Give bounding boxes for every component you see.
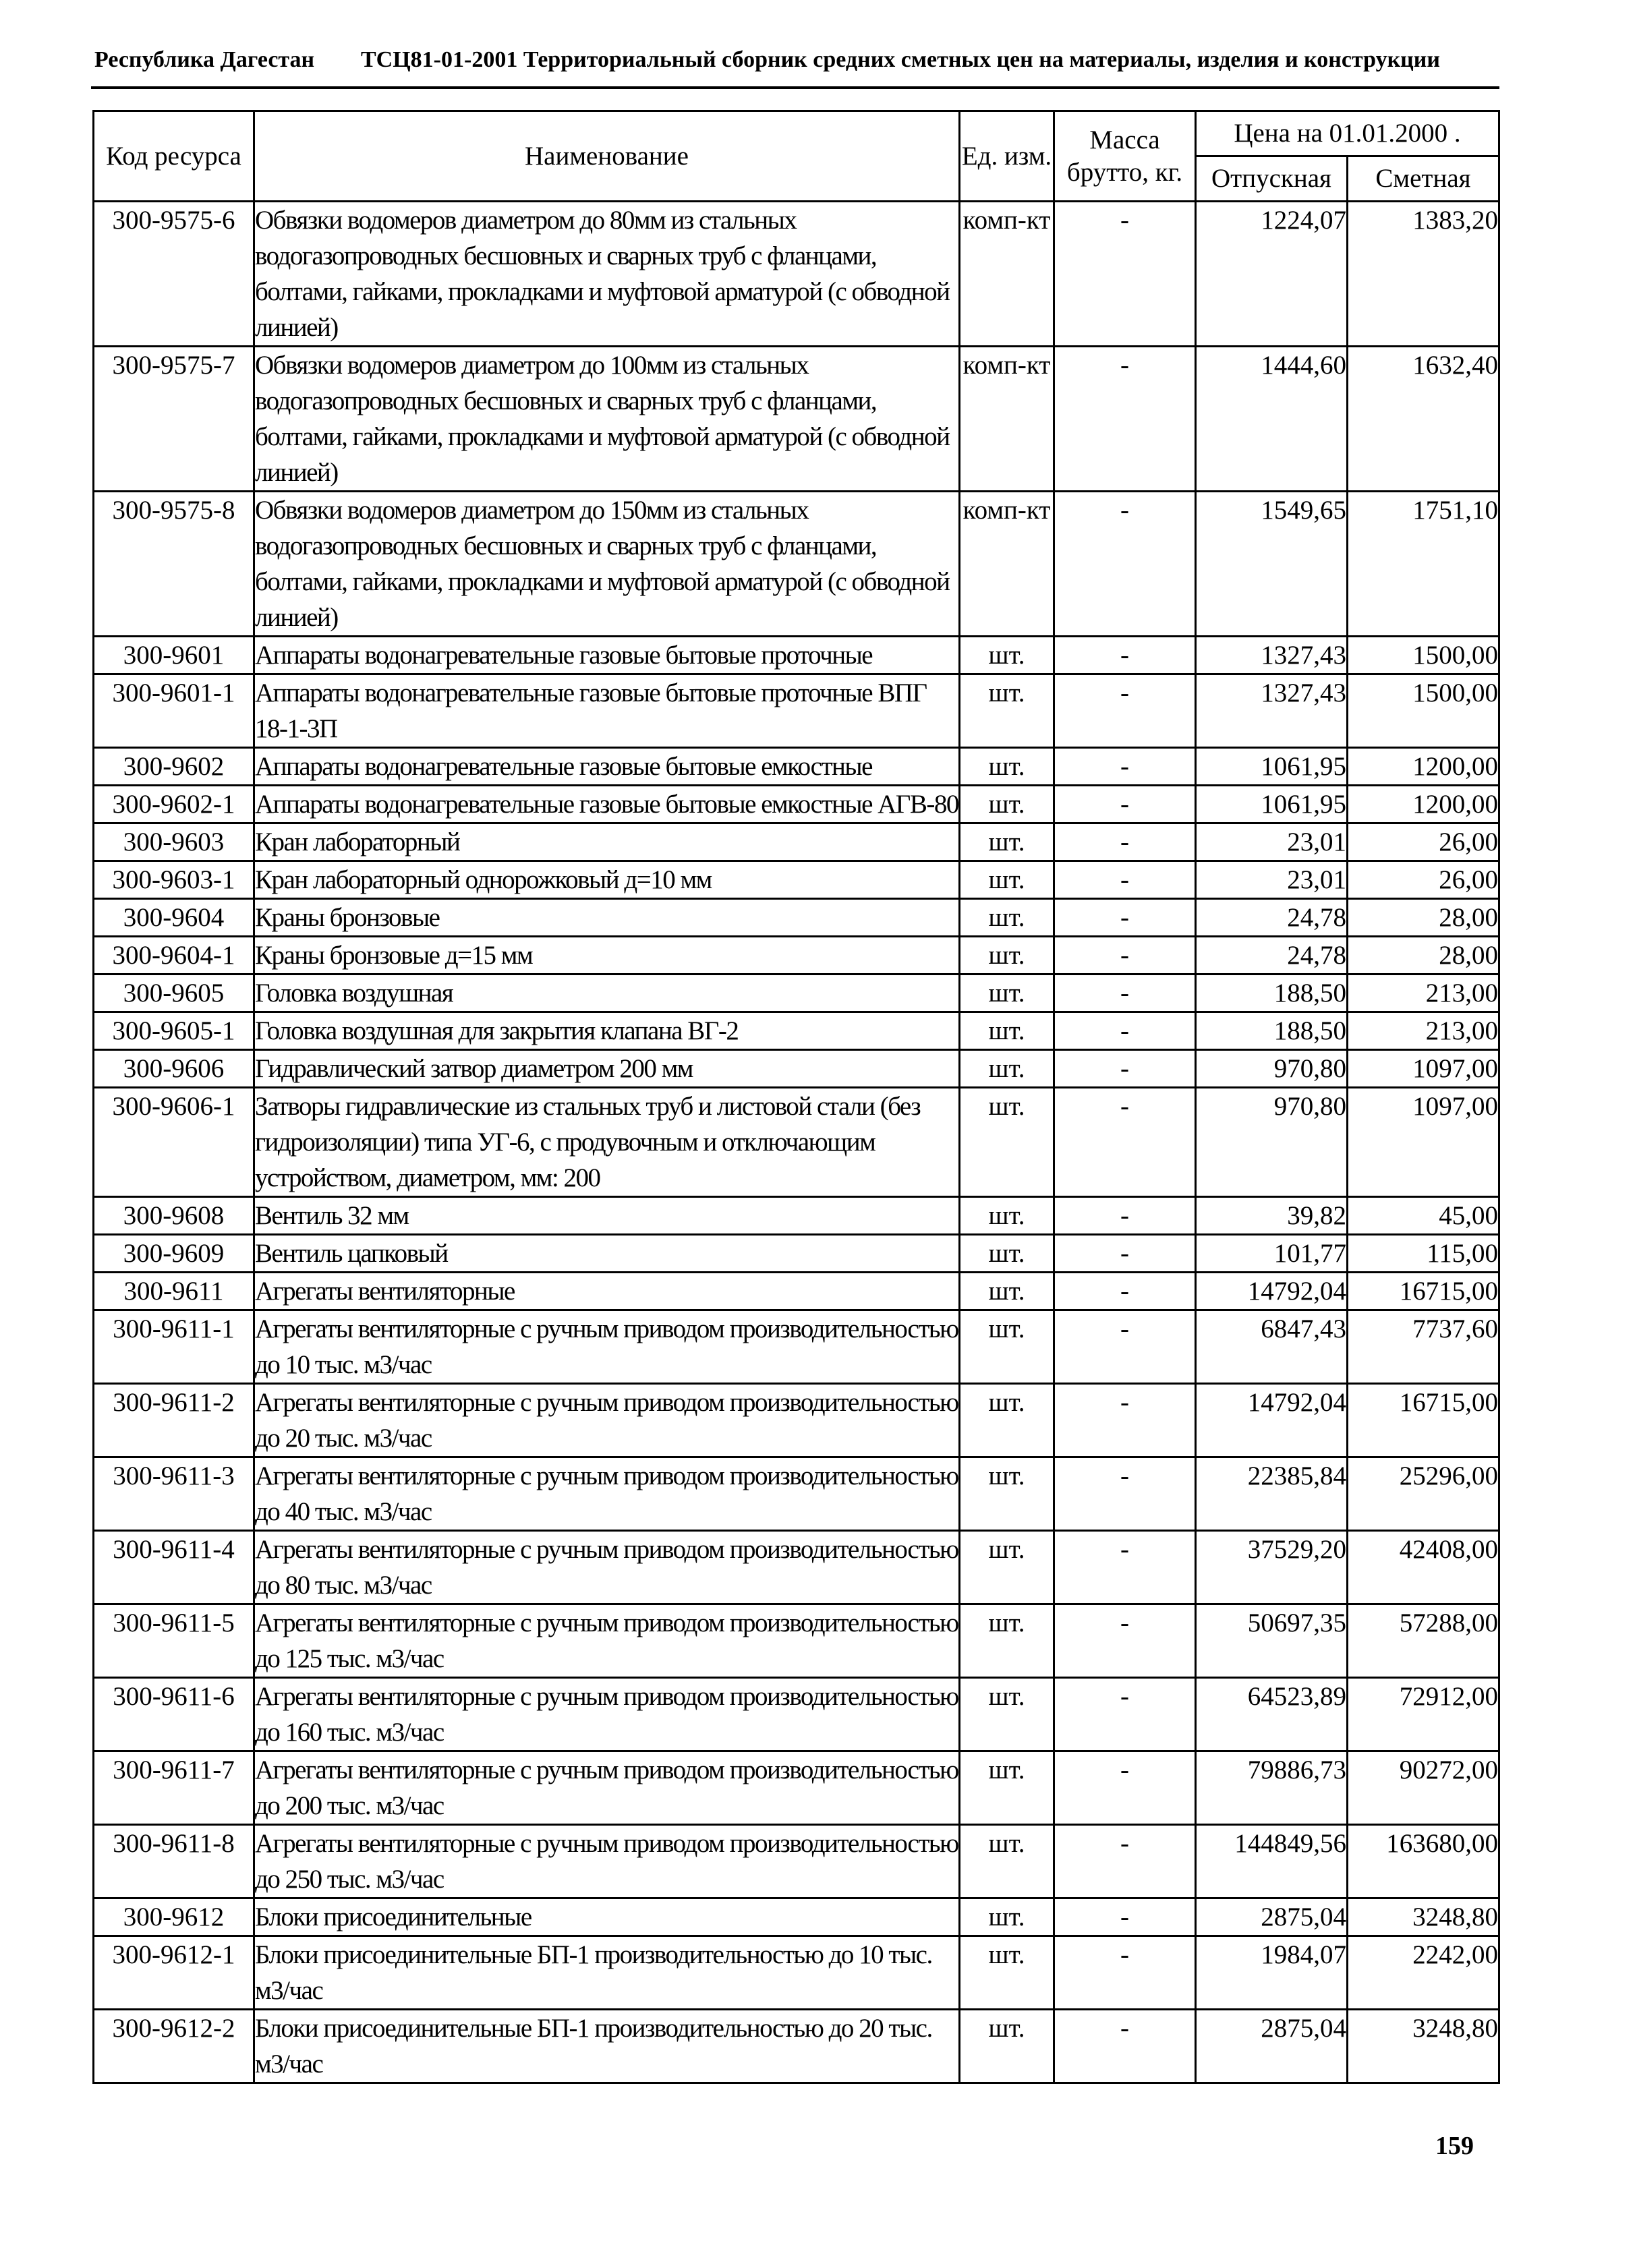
resource-code: 300-9604 bbox=[94, 899, 254, 937]
resource-code: 300-9605-1 bbox=[94, 1012, 254, 1050]
resource-name: Агрегаты вентиляторные с ручным приводом производительностью до 40 тыс. м3/час bbox=[254, 1457, 960, 1531]
estimate-price: 16715,00 bbox=[1348, 1273, 1499, 1310]
resource-code: 300-9601-1 bbox=[94, 674, 254, 748]
resource-name: Агрегаты вентиляторные с ручным приводом производительностью до 80 тыс. м3/час bbox=[254, 1531, 960, 1604]
release-price: 2875,04 bbox=[1196, 1898, 1348, 1936]
table-head bbox=[94, 111, 1499, 202]
gross-mass: - bbox=[1054, 975, 1196, 1012]
resource-name: Обвязки водомеров диаметром до 150мм из стальных водогазопроводных бесшовных и сварных труб с фланцами, болтами, гайками, прокладками и муфтовой арматурой (с обводной линией) bbox=[254, 492, 960, 637]
table-row bbox=[94, 1012, 1499, 1050]
release-price: 970,80 bbox=[1196, 1050, 1348, 1088]
resource-name: Аппараты водонагревательные газовые бытовые емкостные bbox=[254, 748, 960, 786]
estimate-price: 16715,00 bbox=[1348, 1384, 1499, 1457]
resource-code: 300-9611-3 bbox=[94, 1457, 254, 1531]
unit-of-measure: шт. bbox=[960, 1936, 1054, 2010]
resource-code: 300-9612-2 bbox=[94, 2010, 254, 2083]
release-price: 144849,56 bbox=[1196, 1825, 1348, 1898]
resource-name: Головка воздушная для закрытия клапана ВГ-2 bbox=[254, 1012, 960, 1050]
estimate-price: 1097,00 bbox=[1348, 1088, 1499, 1197]
resource-code: 300-9575-6 bbox=[94, 202, 254, 347]
gross-mass: - bbox=[1054, 1604, 1196, 1678]
resource-name: Блоки присоединительные bbox=[254, 1898, 960, 1936]
unit-of-measure: комп-кт bbox=[960, 492, 1054, 637]
column-header-release-price: Отпускная bbox=[1196, 156, 1348, 202]
unit-of-measure: шт. bbox=[960, 1050, 1054, 1088]
resource-code: 300-9608 bbox=[94, 1197, 254, 1235]
resource-code: 300-9611-5 bbox=[94, 1604, 254, 1678]
resource-name: Вентиль цапковый bbox=[254, 1235, 960, 1273]
resource-name: Блоки присоединительные БП-1 производительностью до 20 тыс. м3/час bbox=[254, 2010, 960, 2083]
gross-mass: - bbox=[1054, 1457, 1196, 1531]
table-row bbox=[94, 937, 1499, 975]
estimate-price: 3248,80 bbox=[1348, 1898, 1499, 1936]
gross-mass: - bbox=[1054, 1050, 1196, 1088]
release-price: 1224,07 bbox=[1196, 202, 1348, 347]
column-header-price-group: Цена на 01.01.2000 . bbox=[1196, 111, 1499, 156]
unit-of-measure: шт. bbox=[960, 786, 1054, 823]
release-price: 24,78 bbox=[1196, 937, 1348, 975]
table-row bbox=[94, 1604, 1499, 1678]
unit-of-measure: шт. bbox=[960, 2010, 1054, 2083]
gross-mass: - bbox=[1054, 347, 1196, 492]
column-header-unit: Ед. изм. bbox=[960, 111, 1054, 202]
unit-of-measure: комп-кт bbox=[960, 202, 1054, 347]
table-row bbox=[94, 2010, 1499, 2083]
unit-of-measure: шт. bbox=[960, 1457, 1054, 1531]
release-price: 101,77 bbox=[1196, 1235, 1348, 1273]
resource-code: 300-9603-1 bbox=[94, 861, 254, 899]
table-row bbox=[94, 1273, 1499, 1310]
release-price: 1327,43 bbox=[1196, 637, 1348, 674]
gross-mass: - bbox=[1054, 1678, 1196, 1751]
release-price: 1327,43 bbox=[1196, 674, 1348, 748]
gross-mass: - bbox=[1054, 1898, 1196, 1936]
release-price: 50697,35 bbox=[1196, 1604, 1348, 1678]
resource-name: Агрегаты вентиляторные с ручным приводом производительностью до 20 тыс. м3/час bbox=[254, 1384, 960, 1457]
resource-name: Кран лабораторный bbox=[254, 823, 960, 861]
release-price: 1061,95 bbox=[1196, 786, 1348, 823]
unit-of-measure: комп-кт bbox=[960, 347, 1054, 492]
table-row bbox=[94, 1898, 1499, 1936]
release-price: 24,78 bbox=[1196, 899, 1348, 937]
resource-code: 300-9606 bbox=[94, 1050, 254, 1088]
resource-name: Обвязки водомеров диаметром до 80мм из стальных водогазопроводных бесшовных и сварных труб с фланцами, болтами, гайками, прокладками и муфтовой арматурой (с обводной линией) bbox=[254, 202, 960, 347]
estimate-price: 28,00 bbox=[1348, 937, 1499, 975]
resource-code: 300-9609 bbox=[94, 1235, 254, 1273]
unit-of-measure: шт. bbox=[960, 823, 1054, 861]
resource-code: 300-9611-8 bbox=[94, 1825, 254, 1898]
region-name: Республика Дагестан bbox=[94, 47, 315, 72]
table-row bbox=[94, 637, 1499, 674]
table-row bbox=[94, 202, 1499, 347]
unit-of-measure: шт. bbox=[960, 1088, 1054, 1197]
resource-code: 300-9575-7 bbox=[94, 347, 254, 492]
estimate-price: 2242,00 bbox=[1348, 1936, 1499, 2010]
column-header-name: Наименование bbox=[254, 111, 960, 202]
collection-title: ТСЦ81-01-2001 Территориальный сборник средних сметных цен на материалы, изделия и конструкции bbox=[361, 47, 1440, 72]
release-price: 37529,20 bbox=[1196, 1531, 1348, 1604]
release-price: 14792,04 bbox=[1196, 1273, 1348, 1310]
estimate-price: 1200,00 bbox=[1348, 748, 1499, 786]
estimate-price: 1500,00 bbox=[1348, 637, 1499, 674]
estimate-price: 28,00 bbox=[1348, 899, 1499, 937]
resource-code: 300-9611-6 bbox=[94, 1678, 254, 1751]
unit-of-measure: шт. bbox=[960, 637, 1054, 674]
estimate-price: 213,00 bbox=[1348, 975, 1499, 1012]
estimate-price: 7737,60 bbox=[1348, 1310, 1499, 1384]
resource-name: Затворы гидравлические из стальных труб и листовой стали (без гидроизоляции) типа УГ-6, с продувочным и отключающим устройством, диаметром, мм: 200 bbox=[254, 1088, 960, 1197]
table-row bbox=[94, 1310, 1499, 1384]
unit-of-measure: шт. bbox=[960, 861, 1054, 899]
resource-name: Агрегаты вентиляторные с ручным приводом производительностью до 250 тыс. м3/час bbox=[254, 1825, 960, 1898]
estimate-price: 90272,00 bbox=[1348, 1751, 1499, 1825]
table-row bbox=[94, 674, 1499, 748]
gross-mass: - bbox=[1054, 786, 1196, 823]
release-price: 188,50 bbox=[1196, 975, 1348, 1012]
gross-mass: - bbox=[1054, 674, 1196, 748]
estimate-price: 1200,00 bbox=[1348, 786, 1499, 823]
gross-mass: - bbox=[1054, 937, 1196, 975]
resource-code: 300-9611-2 bbox=[94, 1384, 254, 1457]
resource-code: 300-9603 bbox=[94, 823, 254, 861]
unit-of-measure: шт. bbox=[960, 1604, 1054, 1678]
unit-of-measure: шт. bbox=[960, 1197, 1054, 1235]
gross-mass: - bbox=[1054, 1012, 1196, 1050]
estimate-price: 26,00 bbox=[1348, 823, 1499, 861]
release-price: 23,01 bbox=[1196, 823, 1348, 861]
gross-mass: - bbox=[1054, 637, 1196, 674]
release-price: 79886,73 bbox=[1196, 1751, 1348, 1825]
gross-mass: - bbox=[1054, 748, 1196, 786]
gross-mass: - bbox=[1054, 1936, 1196, 2010]
header-rule bbox=[91, 86, 1499, 89]
gross-mass: - bbox=[1054, 1825, 1196, 1898]
estimate-price: 1097,00 bbox=[1348, 1050, 1499, 1088]
estimate-price: 72912,00 bbox=[1348, 1678, 1499, 1751]
resource-code: 300-9575-8 bbox=[94, 492, 254, 637]
unit-of-measure: шт. bbox=[960, 1531, 1054, 1604]
release-price: 14792,04 bbox=[1196, 1384, 1348, 1457]
table-row bbox=[94, 823, 1499, 861]
table-row bbox=[94, 1088, 1499, 1197]
table-row bbox=[94, 786, 1499, 823]
unit-of-measure: шт. bbox=[960, 1273, 1054, 1310]
resource-name: Аппараты водонагревательные газовые бытовые проточные bbox=[254, 637, 960, 674]
gross-mass: - bbox=[1054, 492, 1196, 637]
resource-code: 300-9604-1 bbox=[94, 937, 254, 975]
table-row bbox=[94, 861, 1499, 899]
release-price: 1549,65 bbox=[1196, 492, 1348, 637]
unit-of-measure: шт. bbox=[960, 1898, 1054, 1936]
resource-name: Агрегаты вентиляторные bbox=[254, 1273, 960, 1310]
unit-of-measure: шт. bbox=[960, 748, 1054, 786]
resource-code: 300-9601 bbox=[94, 637, 254, 674]
estimate-price: 213,00 bbox=[1348, 1012, 1499, 1050]
gross-mass: - bbox=[1054, 823, 1196, 861]
resource-name: Аппараты водонагревательные газовые бытовые емкостные АГВ-80 bbox=[254, 786, 960, 823]
resource-code: 300-9612 bbox=[94, 1898, 254, 1936]
table-row bbox=[94, 1457, 1499, 1531]
table-row bbox=[94, 899, 1499, 937]
column-header-estimate-price: Сметная bbox=[1348, 156, 1499, 202]
estimate-price: 1632,40 bbox=[1348, 347, 1499, 492]
price-table bbox=[92, 110, 1500, 2084]
release-price: 1984,07 bbox=[1196, 1936, 1348, 2010]
table-row bbox=[94, 1751, 1499, 1825]
table-row bbox=[94, 492, 1499, 637]
unit-of-measure: шт. bbox=[960, 1825, 1054, 1898]
gross-mass: - bbox=[1054, 2010, 1196, 2083]
release-price: 2875,04 bbox=[1196, 2010, 1348, 2083]
estimate-price: 163680,00 bbox=[1348, 1825, 1499, 1898]
table-row bbox=[94, 1384, 1499, 1457]
estimate-price: 45,00 bbox=[1348, 1197, 1499, 1235]
page-header bbox=[94, 47, 1497, 81]
resource-name: Головка воздушная bbox=[254, 975, 960, 1012]
estimate-price: 42408,00 bbox=[1348, 1531, 1499, 1604]
gross-mass: - bbox=[1054, 202, 1196, 347]
table-row bbox=[94, 748, 1499, 786]
release-price: 23,01 bbox=[1196, 861, 1348, 899]
unit-of-measure: шт. bbox=[960, 899, 1054, 937]
table-body bbox=[94, 202, 1499, 2083]
release-price: 188,50 bbox=[1196, 1012, 1348, 1050]
gross-mass: - bbox=[1054, 1531, 1196, 1604]
estimate-price: 1500,00 bbox=[1348, 674, 1499, 748]
release-price: 6847,43 bbox=[1196, 1310, 1348, 1384]
gross-mass: - bbox=[1054, 1197, 1196, 1235]
table-row bbox=[94, 1235, 1499, 1273]
estimate-price: 26,00 bbox=[1348, 861, 1499, 899]
page-number: 159 bbox=[1435, 2132, 1474, 2160]
table-row bbox=[94, 1050, 1499, 1088]
gross-mass: - bbox=[1054, 899, 1196, 937]
table-row bbox=[94, 975, 1499, 1012]
resource-name: Агрегаты вентиляторные с ручным приводом производительностью до 200 тыс. м3/час bbox=[254, 1751, 960, 1825]
release-price: 1061,95 bbox=[1196, 748, 1348, 786]
table-row bbox=[94, 1825, 1499, 1898]
gross-mass: - bbox=[1054, 1235, 1196, 1273]
column-header-mass: Масса брутто, кг. bbox=[1054, 111, 1196, 202]
resource-name: Кран лабораторный однорожковый д=10 мм bbox=[254, 861, 960, 899]
resource-code: 300-9602 bbox=[94, 748, 254, 786]
resource-code: 300-9611-7 bbox=[94, 1751, 254, 1825]
release-price: 64523,89 bbox=[1196, 1678, 1348, 1751]
resource-name: Вентиль 32 мм bbox=[254, 1197, 960, 1235]
release-price: 39,82 bbox=[1196, 1197, 1348, 1235]
unit-of-measure: шт. bbox=[960, 975, 1054, 1012]
resource-code: 300-9611-4 bbox=[94, 1531, 254, 1604]
column-header-code: Код ресурса bbox=[94, 111, 254, 202]
estimate-price: 3248,80 bbox=[1348, 2010, 1499, 2083]
estimate-price: 1751,10 bbox=[1348, 492, 1499, 637]
estimate-price: 25296,00 bbox=[1348, 1457, 1499, 1531]
estimate-price: 115,00 bbox=[1348, 1235, 1499, 1273]
unit-of-measure: шт. bbox=[960, 1384, 1054, 1457]
unit-of-measure: шт. bbox=[960, 1012, 1054, 1050]
table-row bbox=[94, 1936, 1499, 2010]
resource-code: 300-9611-1 bbox=[94, 1310, 254, 1384]
unit-of-measure: шт. bbox=[960, 1235, 1054, 1273]
resource-name: Аппараты водонагревательные газовые бытовые проточные ВПГ 18-1-3П bbox=[254, 674, 960, 748]
gross-mass: - bbox=[1054, 861, 1196, 899]
resource-name: Агрегаты вентиляторные с ручным приводом производительностью до 160 тыс. м3/час bbox=[254, 1678, 960, 1751]
release-price: 22385,84 bbox=[1196, 1457, 1348, 1531]
gross-mass: - bbox=[1054, 1751, 1196, 1825]
resource-name: Краны бронзовые д=15 мм bbox=[254, 937, 960, 975]
resource-code: 300-9612-1 bbox=[94, 1936, 254, 2010]
unit-of-measure: шт. bbox=[960, 1310, 1054, 1384]
estimate-price: 57288,00 bbox=[1348, 1604, 1499, 1678]
table-row bbox=[94, 1678, 1499, 1751]
resource-name: Обвязки водомеров диаметром до 100мм из стальных водогазопроводных бесшовных и сварных труб с фланцами, болтами, гайками, прокладками и муфтовой арматурой (с обводной линией) bbox=[254, 347, 960, 492]
unit-of-measure: шт. bbox=[960, 674, 1054, 748]
release-price: 1444,60 bbox=[1196, 347, 1348, 492]
resource-name: Гидравлический затвор диаметром 200 мм bbox=[254, 1050, 960, 1088]
table-row bbox=[94, 1197, 1499, 1235]
table-row bbox=[94, 347, 1499, 492]
gross-mass: - bbox=[1054, 1088, 1196, 1197]
resource-name: Краны бронзовые bbox=[254, 899, 960, 937]
unit-of-measure: шт. bbox=[960, 937, 1054, 975]
resource-name: Агрегаты вентиляторные с ручным приводом производительностью до 10 тыс. м3/час bbox=[254, 1310, 960, 1384]
table-row bbox=[94, 1531, 1499, 1604]
resource-code: 300-9602-1 bbox=[94, 786, 254, 823]
resource-code: 300-9611 bbox=[94, 1273, 254, 1310]
gross-mass: - bbox=[1054, 1273, 1196, 1310]
resource-code: 300-9606-1 bbox=[94, 1088, 254, 1197]
gross-mass: - bbox=[1054, 1384, 1196, 1457]
gross-mass: - bbox=[1054, 1310, 1196, 1384]
resource-name: Агрегаты вентиляторные с ручным приводом производительностью до 125 тыс. м3/час bbox=[254, 1604, 960, 1678]
unit-of-measure: шт. bbox=[960, 1678, 1054, 1751]
release-price: 970,80 bbox=[1196, 1088, 1348, 1197]
estimate-price: 1383,20 bbox=[1348, 202, 1499, 347]
unit-of-measure: шт. bbox=[960, 1751, 1054, 1825]
resource-code: 300-9605 bbox=[94, 975, 254, 1012]
resource-name: Блоки присоединительные БП-1 производительностью до 10 тыс. м3/час bbox=[254, 1936, 960, 2010]
